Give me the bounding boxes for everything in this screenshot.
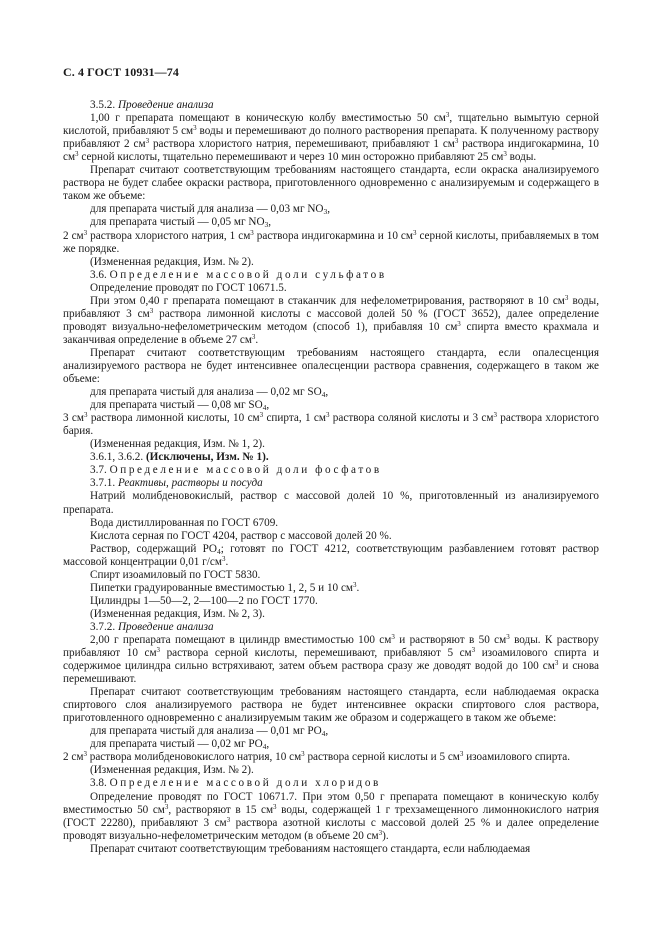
- paragraph: Препарат считают соответствующим требованиям настоящего стандарта, если наблюдаемая: [90, 842, 531, 855]
- paragraph: для препарата чистый — 0,02 мг $PO_4$,: [90, 738, 270, 752]
- paragraph: 3.6. Определение массовой доли сульфатов: [90, 268, 387, 281]
- paragraph: (Измененная редакция, Изм. № 1, 2).: [90, 438, 265, 451]
- paragraph: Цилиндры 1—50—2, 2—100—2 по ГОСТ 1770.: [90, 594, 318, 607]
- paragraph: 3.7.2. Проведение анализа: [90, 620, 214, 633]
- paragraph: Натрий молибденовокислый, раствор с массовой долей 10 %, приготовленный из анализируемого препарата.: [63, 490, 599, 516]
- paragraph: 3.5.2. Проведение анализа: [90, 99, 214, 112]
- paragraph: (Измененная редакция, Изм. № 2, 3).: [90, 607, 265, 620]
- paragraph: Вода дистиллированная по ГОСТ 6709.: [90, 516, 279, 529]
- paragraph: Препарат считают соответствующим требованиям настоящего стандарта, если наблюдаемая окраска спиртового слоя анализируемого раствора не будет интенсивнее окраски спиртового слоя раствора, приготовленного одновременно с анализируемым таким же образом и содержащего в таком же объеме:: [63, 686, 599, 725]
- paragraph: Пипетки градуированные вместимостью 1, 2, 5 и 10 $см^3$.: [90, 580, 360, 594]
- paragraph: 2,00 г препарата помещают в цилиндр вместимостью 100 $см^3$ и растворяют в 50 $см^3$ воды. К раствору прибавляют 10 $см^3$ раствора серной кислоты, перемешивают, прибавляют 5 $см^3$ изоамилового спирта и содержимое цилиндра сильно встряхивают, затем объем раствора сразу же доводят водой до 100 $см^3$ и снова перемешивают.: [63, 632, 599, 686]
- paragraph: (Измененная редакция, Изм. № 2).: [90, 255, 254, 268]
- page-header: С. 4 ГОСТ 10931—74: [63, 65, 179, 79]
- paragraph: для препарата чистый для анализа — 0,03 мг $NO_3$,: [90, 203, 331, 217]
- paragraph: 3.6.1, 3.6.2. (Исключены, Изм. № 1).: [90, 451, 269, 464]
- paragraph: 1,00 г препарата помещают в коническую колбу вместимостью 50 $см^3$, тщательно вымытую серной кислотой, прибавляют 5 $см^3$ воды и перемешивают до полного растворения препарата. К полученному раствору прибавляют 2 $см^3$ раствора хлористого натрия, перемешивают, прибавляют 1 $см^3$ раствора индигокармина, 10 $см^3$ серной кислоты, тщательно перемешивают и через 10 мин осторожно прибавляют 25 $см^3$ воды.: [63, 111, 599, 164]
- paragraph: Определение проводят по ГОСТ 10671.5.: [90, 281, 287, 294]
- paragraph: 3.7.1. Реактивы, растворы и посуда: [90, 477, 263, 490]
- paragraph: для препарата чистый для анализа — 0,01 мг $PO_4$,: [90, 725, 329, 739]
- paragraph: 2 $см^3$ раствора хлористого натрия, 1 $см^3$ раствора индигокармина и 10 $см^3$ серной кислоты, прибавляемых в том же порядке.: [63, 228, 600, 255]
- paragraph: для препарата чистый — 0,05 мг $NO_3$,: [90, 216, 272, 230]
- paragraph: Спирт изоамиловый по ГОСТ 5830.: [90, 568, 261, 581]
- paragraph: 3.7. Определение массовой доли фосфатов: [90, 464, 382, 477]
- paragraph: (Измененная редакция, Изм. № 2).: [90, 764, 254, 777]
- paragraph: Препарат считают соответствующим требованиям настоящего стандарта, если опалесценция анализируемого раствора не будет интенсивнее опалесценции раствора сравнения, содержащего в таком же объеме:: [63, 346, 599, 386]
- paragraph: При этом 0,40 г препарата помещают в стаканчик для нефелометрирования, растворяют в 10 $см^3$ воды, прибавляют 3 $см^3$ раствора лимонной кислоты с массовой долей 50 % (ГОСТ 3652), далее определение проводят визуально-нефелометрическим методом (способ 1), прибавляя 10 $см^3$ спирта вместо крахмала и заканчивая определение в объеме 27 $см^3$.: [63, 293, 599, 346]
- paragraph: Определение проводят по ГОСТ 10671.7. При этом 0,50 г препарата помещают в коническую колбу вместимостью 50 $см^3$, растворяют в 15 $см^3$ воды, содержащей 1 г трехзамещенного лимоннокислого натрия (ГОСТ 22280), прибавляют 3 $см^3$ раствора азотной кислоты с массовой долей 25 % и далее определение проводят визуально-нефелометрическим методом (в объеме 20 $см^3$).: [63, 790, 599, 842]
- paragraph: 3 $см^3$ раствора лимонной кислоты, 10 $см^3$ спирта, 1 $см^3$ раствора соляной кислоты и 3 $см^3$ раствора хлористого бария.: [63, 411, 599, 438]
- paragraph: Кислота серная по ГОСТ 4204, раствор с массовой долей 20 %.: [90, 529, 392, 542]
- paragraph: Раствор, содержащий $PO_4$; готовят по ГОСТ 4212, соответствующим разбавлением готовят раствор массовой концентрации 0,01 $г/см^3$.: [63, 542, 599, 568]
- document-body: [63, 99, 599, 856]
- paragraph: 2 $см^3$ раствора молибденовокислого натрия, 10 $см^3$ раствора серной кислоты и 5 $см^3$ изоамилового спирта.: [63, 750, 571, 764]
- paragraph: для препарата чистый — 0,08 мг $SO_4$,: [90, 399, 270, 413]
- paragraph: Препарат считают соответствующим требованиям настоящего стандарта, если окраска анализируемого раствора не будет слабее окраски раствора, приготовленного одновременно с анализируемым и содержащего в таком же объеме:: [63, 164, 599, 203]
- paragraph: 3.8. Определение массовой доли хлоридов: [90, 777, 381, 790]
- paragraph: для препарата чистый для анализа — 0,02 мг $SO_4$,: [90, 386, 329, 400]
